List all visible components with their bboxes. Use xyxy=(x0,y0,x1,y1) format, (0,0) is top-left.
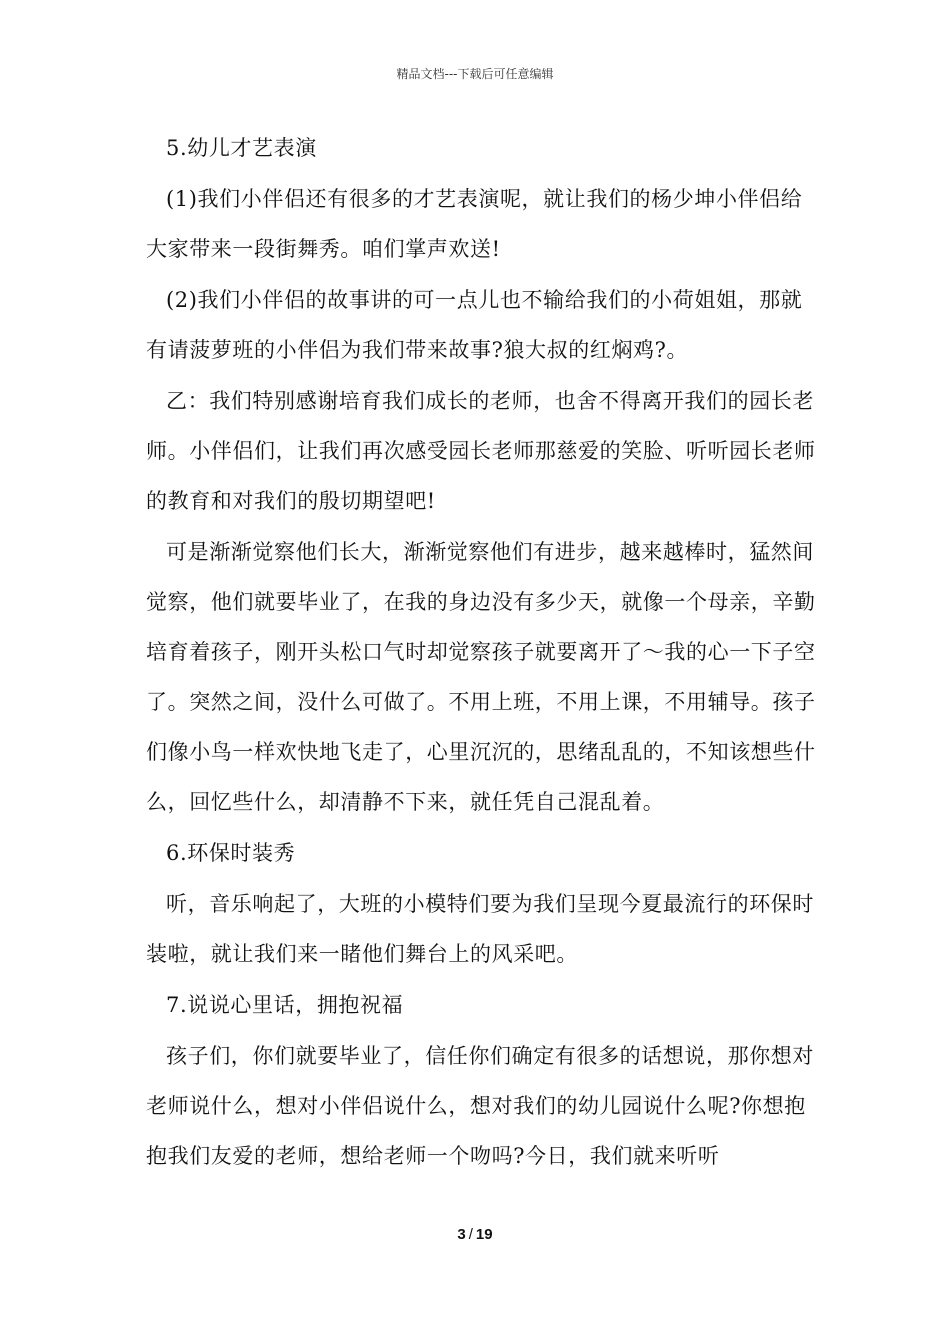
page-separator: / xyxy=(468,1226,473,1243)
paragraph: (2)我们小伴侣的故事讲的可一点儿也不输给我们的小荷姐姐，那就有请菠萝班的小伴侣为我们带来故事?狼大叔的红焖鸡?。 xyxy=(146,288,803,362)
page-header xyxy=(0,66,950,82)
current-page: 3 xyxy=(457,1226,466,1243)
paragraph: 乙：我们特别感谢培育我们成长的老师，也舍不得离开我们的园长老师。小伴侣们，让我们再次感受园长老师那慈爱的笑脸、听听园长老师的教育和对我们的殷切期望吧! xyxy=(146,389,816,513)
paragraph: 可是渐渐觉察他们长大，渐渐觉察他们有进步，越来越棒时，猛然间觉察，他们就要毕业了，在我的身边没有多少天，就像一个母亲，辛勤培育着孩子，刚开头松口气时却觉察孩子就要离开了～我的心一下子空了。突然之间，没什么可做了。不用上班，不用上课，不用辅导。孩子们像小鸟一样欢快地飞走了，心里沉沉的，思绪乱乱的，不知该想些什么，回忆些什么，却清静不下来，就任凭自己混乱着。 xyxy=(146,540,816,814)
section-heading-heart-words: 7.说说心里话，拥抱祝福 xyxy=(166,993,404,1017)
header-text: 精品文档---下载后可任意编辑 xyxy=(396,67,554,81)
document-body xyxy=(146,123,822,1182)
section-heading-eco-fashion-show: 6.环保时装秀 xyxy=(166,841,296,865)
page-number xyxy=(0,1225,950,1245)
paragraph: 听，音乐响起了，大班的小模特们要为我们呈现今夏最流行的环保时装啦，就让我们来一睹他们舞台上的风采吧。 xyxy=(146,892,814,966)
paragraph: 孩子们，你们就要毕业了，信任你们确定有很多的话想说，那你想对老师说什么，想对小伴侣说什么，想对我们的幼儿园说什么呢?你想抱抱我们友爱的老师，想给老师一个吻吗?今日，我们就来听听 xyxy=(146,1044,814,1168)
section-heading-talent-show: 5.幼儿才艺表演 xyxy=(166,136,317,160)
total-pages: 19 xyxy=(475,1226,493,1243)
paragraph: (1)我们小伴侣还有很多的才艺表演呢，就让我们的杨少坤小伴侣给大家带来一段街舞秀。咱们掌声欢送! xyxy=(146,187,803,261)
